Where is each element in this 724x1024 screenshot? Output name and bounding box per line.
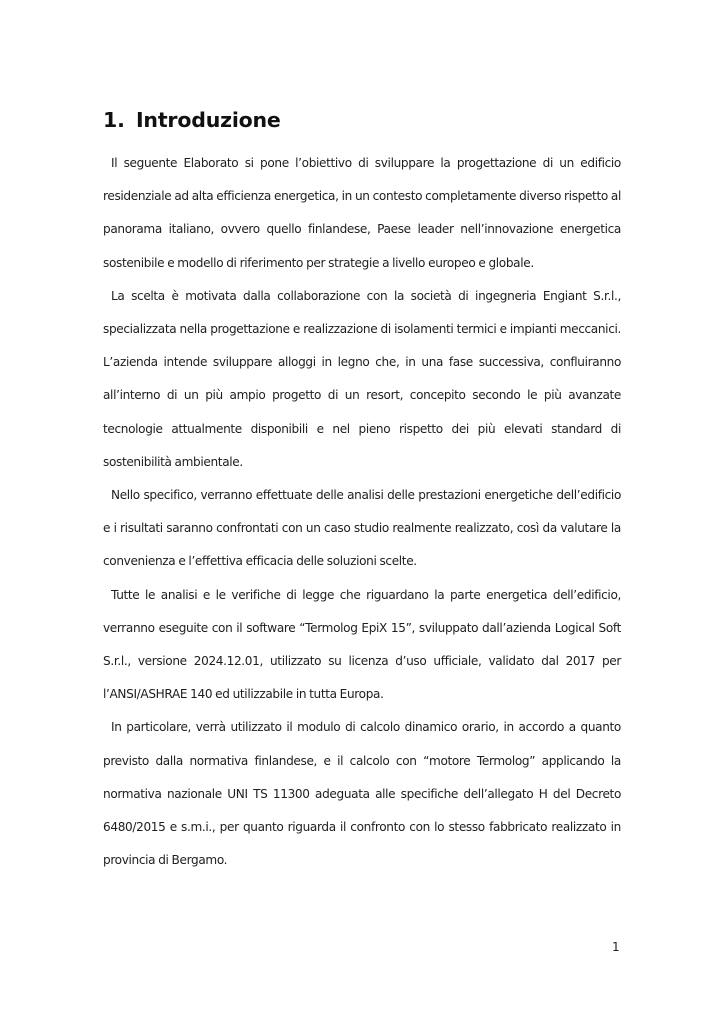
section-heading	[103, 108, 281, 132]
section-title: Introduzione	[136, 108, 281, 132]
paragraph-objective: Il seguente Elaborato si pone l’obiettivo di sviluppare la progettazione di un edificio residenziale ad alta efficienza energetica, in un contesto completamente diverso rispetto al panorama italiano, ovvero quello finlandese, Paese leader nell’innovazione energetica sostenibile e modello di riferimento per strategie a livello europeo e globale.	[103, 156, 621, 270]
paragraph-calculation: In particolare, verrà utilizzato il modulo di calcolo dinamico orario, in accordo a quanto previsto dalla normativa finlandese, e il calcolo con “motore Termolog” applicando la normativa nazionale UNI TS 11300 adeguata alle specifiche dell’allegato H del Decreto 6480/2015 e s.m.i., per quanto riguarda il confronto con lo stesso fabbricato realizzato in provincia di Bergamo.	[103, 720, 621, 868]
paragraph-software: Tutte le analisi e le verifiche di legge che riguardano la parte energetica dell’edificio, verranno eseguite con il software “Termolog EpiX 15”, sviluppato dall’azienda Logical Soft S.r.l., versione 2024.12.01, utilizzato su licenza d’uso ufficiale, validato dal 2017 per l’ANSI/ASHRAE 140 ed utilizzabile in tutta Europa.	[103, 587, 621, 702]
section-number: 1.	[103, 108, 125, 132]
body-text	[103, 147, 621, 877]
paragraph-collaboration: La scelta è motivata dalla collaborazione con la società di ingegneria Engiant S.r.l., specializzata nella progettazione e realizzazione di isolamenti termici e impianti meccanici. L’azienda intende sviluppare alloggi in legno che, in una fase successiva, confluiranno all’interno di un più ampio progetto di un resort, concepito secondo le più avanzate tecnologie attualmente disponibili e nel pieno rispetto dei più elevati standard di sostenibilità ambientale.	[103, 288, 621, 469]
paragraph-analysis: Nello specifico, verranno effettuate delle analisi delle prestazioni energetiche dell’edificio e i risultati saranno confrontati con un caso studio realmente realizzato, così da valutare la convenienza e l’effettiva efficacia delle soluzioni scelte.	[103, 488, 621, 569]
page-number: 1	[612, 940, 620, 954]
